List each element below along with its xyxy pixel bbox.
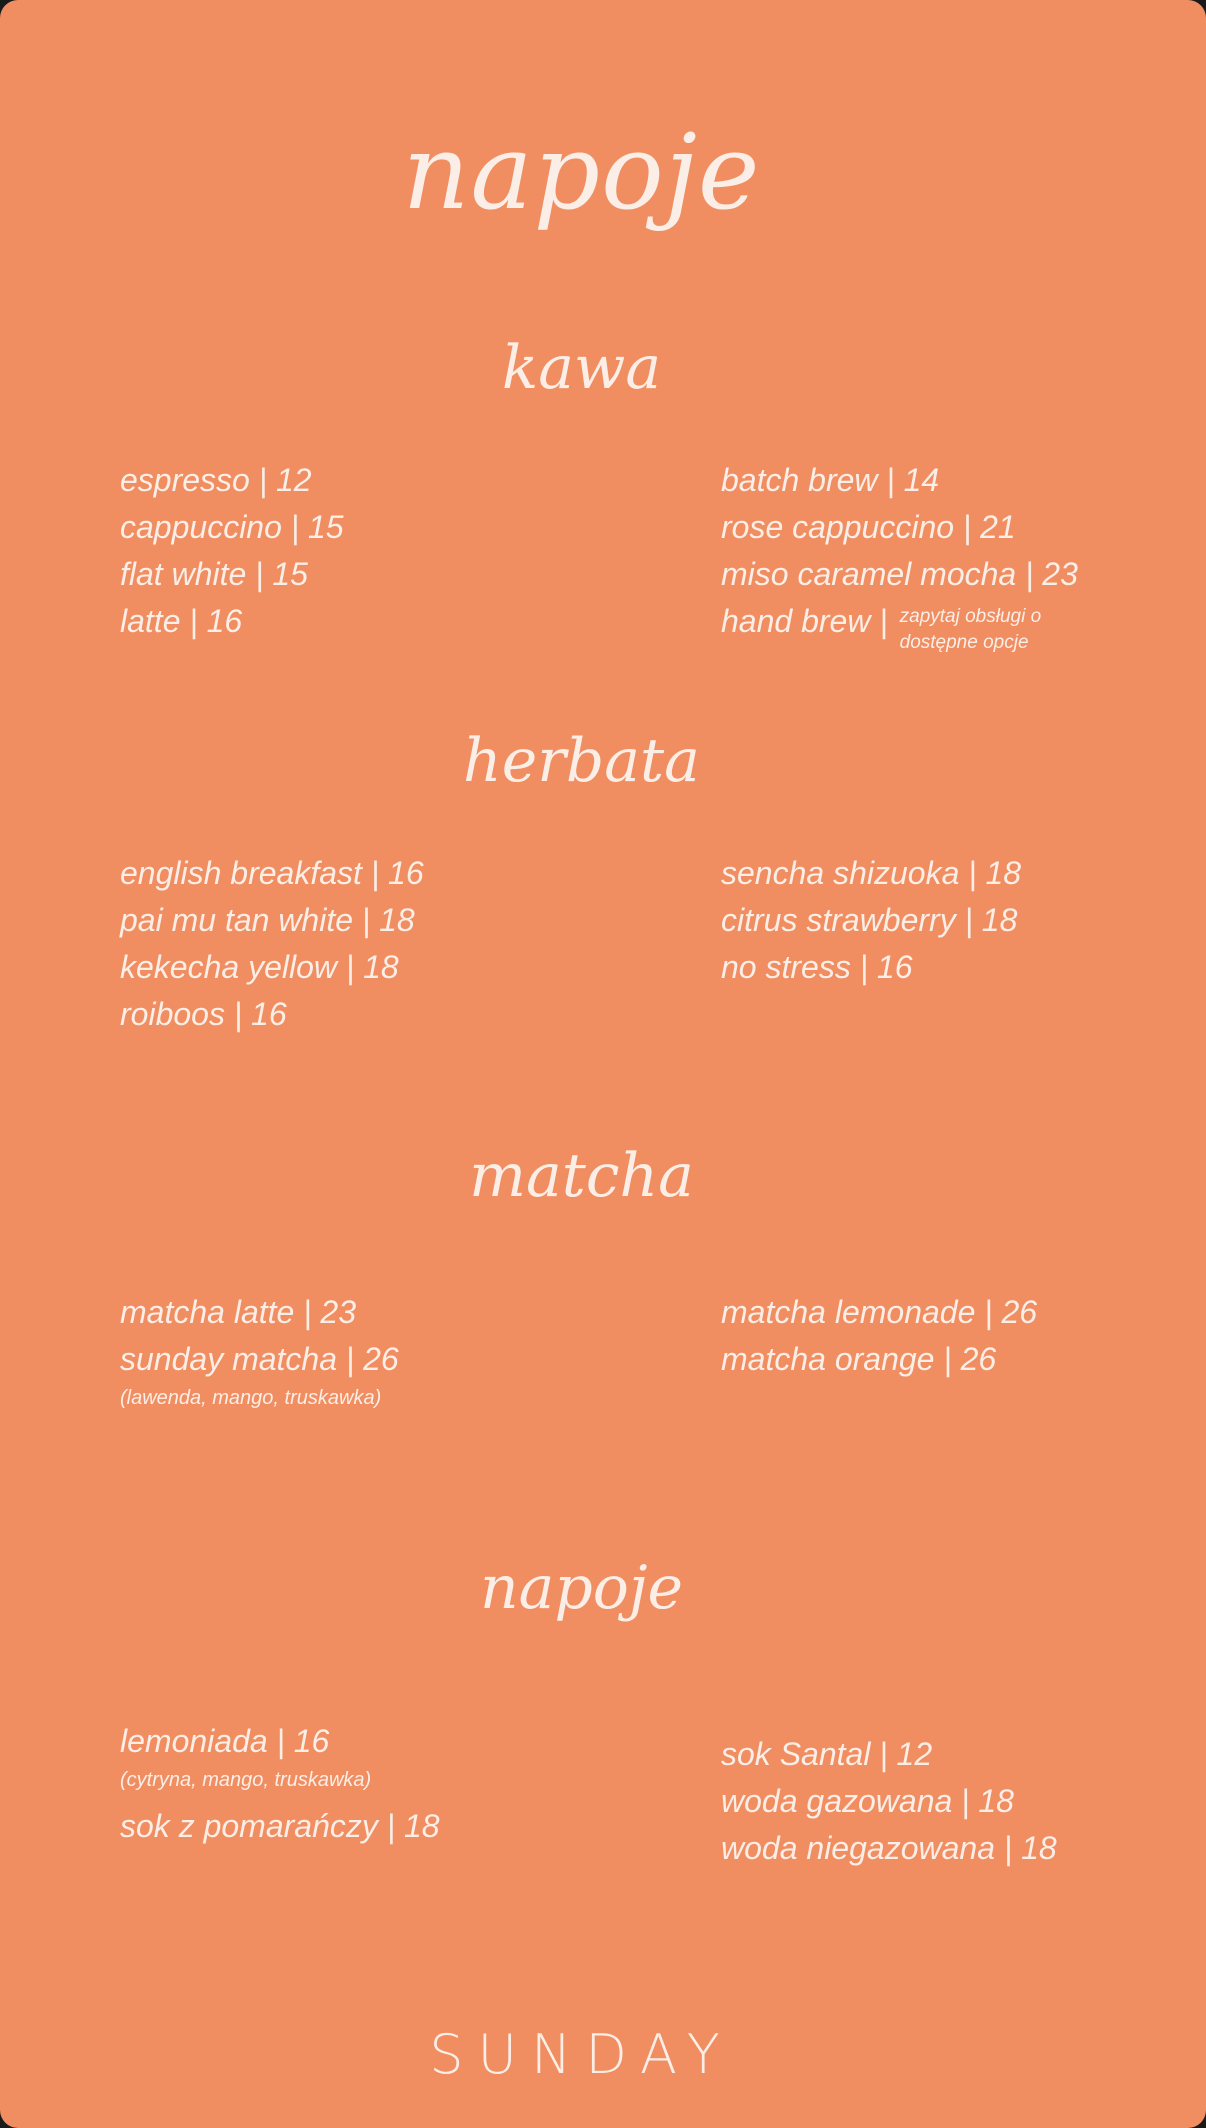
menu-item-note: zapytaj obsługi o dostępne opcje: [899, 606, 1042, 653]
napoje-left-column: [120, 1718, 680, 1850]
section-title-matcha: matcha: [469, 1141, 694, 1211]
menu-item: woda gazowana | 18: [721, 1783, 1014, 1819]
herbata-right-column: [721, 850, 1191, 991]
menu-item: matcha lemonade | 26: [721, 1294, 1038, 1330]
menu-item: matcha orange | 26: [721, 1341, 997, 1377]
menu-item: matcha latte | 23: [120, 1294, 356, 1330]
menu-item: pai mu tan white | 18: [120, 902, 415, 938]
page-title: napoje: [402, 111, 761, 233]
menu-item: sok z pomarańczy | 18: [120, 1808, 440, 1844]
menu-item-note: (lawenda, mango, truskawka): [120, 1387, 382, 1409]
menu-item: sencha shizuoka | 18: [721, 855, 1022, 891]
menu-item: english breakfast | 16: [120, 855, 424, 891]
menu-item: batch brew | 14: [721, 462, 940, 498]
menu-item: sok Santal | 12: [721, 1736, 933, 1772]
kawa-right-column: [721, 457, 1191, 656]
brand-logo: SUNDAY: [429, 2023, 734, 2086]
menu-item: woda niegazowana | 18: [721, 1830, 1057, 1866]
menu-item: latte | 16: [120, 603, 243, 639]
section-title-herbata: herbata: [463, 726, 700, 796]
menu-item: rose cappuccino | 21: [721, 509, 1016, 545]
matcha-left-column: [120, 1289, 680, 1421]
menu-item: no stress | 16: [721, 949, 913, 985]
menu-item: sunday matcha | 26: [120, 1341, 399, 1377]
menu-item: miso caramel mocha | 23: [721, 556, 1078, 592]
menu-item: lemoniada | 16: [120, 1723, 330, 1759]
menu-item: espresso | 12: [120, 462, 312, 498]
menu-item: roiboos | 16: [120, 996, 287, 1032]
menu-item: kekecha yellow | 18: [120, 949, 399, 985]
section-title-kawa: kawa: [501, 333, 662, 403]
section-title-napoje: napoje: [479, 1553, 684, 1623]
kawa-left-column: [120, 457, 680, 645]
menu-item-label: hand brew |: [721, 603, 888, 639]
herbata-left-column: [120, 850, 680, 1038]
matcha-right-column: [721, 1289, 1191, 1383]
menu-item-note: (cytryna, mango, truskawka): [120, 1769, 372, 1791]
menu-item: cappuccino | 15: [120, 509, 344, 545]
napoje-right-column: [721, 1731, 1191, 1872]
menu-item: citrus strawberry | 18: [721, 902, 1018, 938]
menu-item-hand-brew: [721, 598, 1191, 656]
menu-item: flat white | 15: [120, 556, 308, 592]
